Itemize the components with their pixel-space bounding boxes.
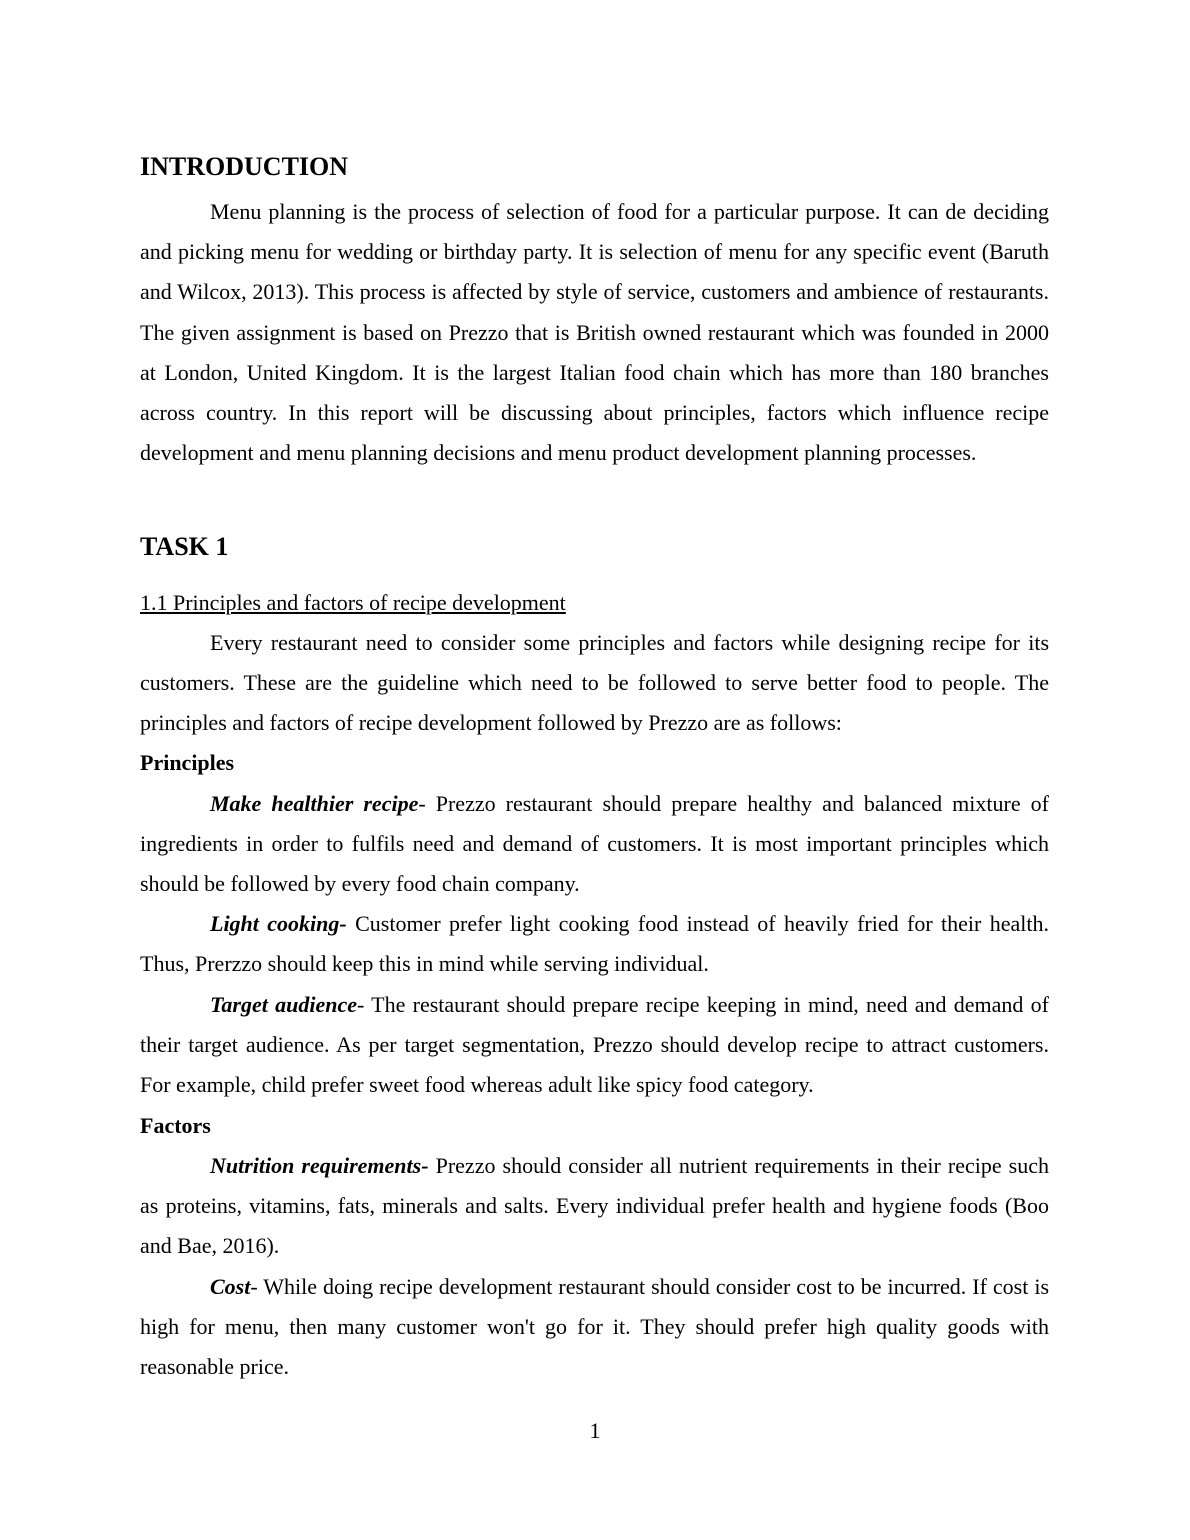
principle-text: - Prezzo restaurant should prepare healthy and balanced mixture of ingredients in order to fulfils need and demand of customers. It is most important principles which should be followed by every food chain company. (140, 791, 1049, 897)
factor-text: Prezzo should consider all nutrient requirements in their recipe such as proteins, vitamins, fats, minerals and salts. Every individual prefer health and hygiene foods (Boo and Bae, 2016). (140, 1153, 1049, 1259)
principle-item (140, 904, 1049, 984)
factor-term: Nutrition requirements- (210, 1153, 429, 1178)
factor-term: Cost (210, 1274, 251, 1299)
principle-text: Customer prefer light cooking food instead of heavily fried for their health. Thus, Prerzzo should keep this in mind while serving individual. (140, 911, 1049, 977)
task1-heading: TASK 1 (140, 532, 229, 561)
factor-item (140, 1267, 1049, 1388)
principle-term: Make healthier recipe (210, 791, 419, 816)
factor-text: - While doing recipe development restaurant should consider cost to be incurred. If cost is high for menu, then many customer won't go for it. They should prefer high quality goods with reasonable price. (140, 1274, 1049, 1380)
factor-item (140, 1146, 1049, 1267)
factors-heading: Factors (140, 1113, 211, 1138)
section-1-1-subheading: 1.1 Principles and factors of recipe development (140, 590, 566, 615)
introduction-heading: INTRODUCTION (140, 152, 349, 181)
task1-intro-paragraph: Every restaurant need to consider some principles and factors while designing recipe for its customers. These are the guideline which need to be followed to serve better food to people. The principles and factors of recipe development followed by Prezzo are as follows: (140, 630, 1049, 736)
principle-item (140, 784, 1049, 905)
principle-term: Light cooking- (210, 911, 347, 936)
page-number: 1 (589, 1418, 601, 1443)
principles-heading: Principles (140, 750, 235, 775)
principle-text: - The restaurant should prepare recipe keeping in mind, need and demand of their target audience. As per target segmentation, Prezzo should develop recipe to attract customers. For example, child prefer sweet food whereas adult like spicy food category. (140, 992, 1050, 1098)
principle-item (140, 985, 1049, 1106)
principle-term: Target audience (210, 992, 357, 1017)
introduction-paragraph: Menu planning is the process of selection of food for a particular purpose. It can de deciding and picking menu for wedding or birthday party. It is selection of menu for any specific event (Baruth and Wilcox, 2013). This process is affected by style of service, customers and ambience of restaurants. The given assignment is based on Prezzo that is British owned restaurant which was founded in 2000 at London, United Kingdom. It is the largest Italian food chain which has more than 180 branches across country. In this report will be discussing about principles, factors which influence recipe development and menu planning decisions and menu product development planning processes. (140, 199, 1049, 466)
